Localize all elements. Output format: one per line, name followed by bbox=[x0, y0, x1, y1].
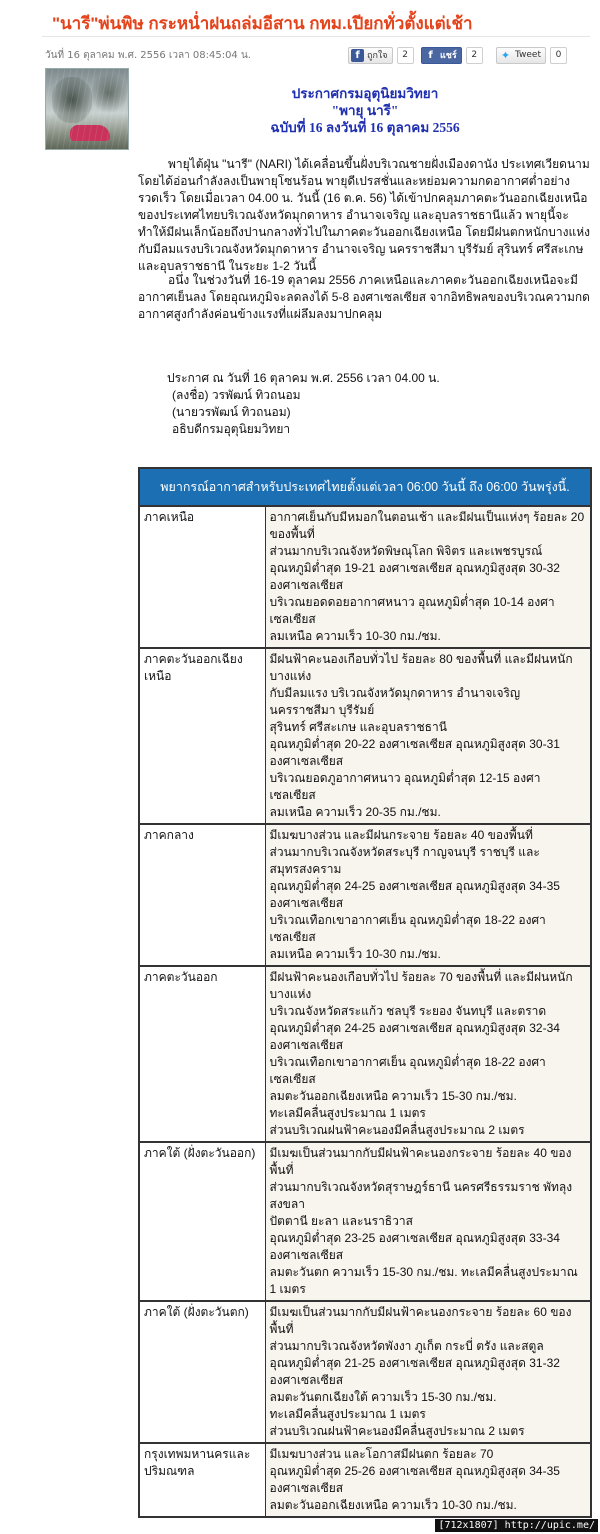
forecast-table-body bbox=[139, 506, 591, 1517]
forecast-region: ภาคเหนือ bbox=[139, 506, 265, 648]
announcement-heading bbox=[180, 85, 550, 136]
forecast-detail-line: ส่วนมากบริเวณจังหวัดสระบุรี กาญจนบุรี ราชบุรี และสมุทรสงคราม bbox=[269, 845, 540, 876]
forecast-detail-line: อุณหภูมิต่ำสุด 20-22 องศาเซลเซียส อุณหภูมิสูงสุด 30-31 องศาเซลเซียส bbox=[269, 737, 560, 768]
facebook-icon: f bbox=[428, 49, 433, 61]
forecast-detail-line: ลมเหนือ ความเร็ว 10-30 กม./ชม. bbox=[269, 629, 441, 643]
forecast-detail-line: บริเวณเทือกเขาอากาศเย็น อุณหภูมิต่ำสุด 18-22 องศาเซลเซียส bbox=[269, 1055, 546, 1086]
forecast-detail bbox=[265, 966, 591, 1142]
forecast-detail-line: อากาศเย็นกับมีหมอกในตอนเช้า และมีฝนเป็นแห่งๆ ร้อยละ 20 ของพื้นที่ bbox=[269, 510, 585, 541]
forecast-detail-line: บริเวณเทือกเขาอากาศเย็น อุณหภูมิต่ำสุด 18-22 องศาเซลเซียส bbox=[269, 913, 546, 944]
forecast-region: ภาคตะวันออก bbox=[139, 966, 265, 1142]
announcement-issue: ฉบับที่ 16 ลงวันที่ 16 ตุลาคม 2556 bbox=[270, 120, 460, 135]
title-bar bbox=[0, 0, 600, 40]
facebook-share-button[interactable] bbox=[421, 47, 462, 64]
sign-position: อธิบดีกรมอุตุนิยมวิทยา bbox=[172, 422, 291, 436]
news-thumbnail-image[interactable] bbox=[45, 68, 129, 150]
facebook-share-widget bbox=[421, 46, 483, 64]
signature-block bbox=[167, 370, 440, 438]
forecast-table-header: พยากรณ์อากาศสำหรับประเทศไทยตั้งแต่เวลา 06:00 วันนี้ ถึง 06:00 วันพรุ่งนี้. bbox=[139, 468, 591, 506]
forecast-region: ภาคตะวันออกเฉียงเหนือ bbox=[139, 648, 265, 824]
twitter-bird-icon: ✦ bbox=[500, 48, 511, 62]
forecast-detail-line: ส่วนมากบริเวณจังหวัดพังงา ภูเก็ต กระบี่ ตรัง และสตูล bbox=[269, 1339, 544, 1353]
forecast-region: ภาคกลาง bbox=[139, 824, 265, 966]
sign-date: ประกาศ ณ วันที่ 16 ตุลาคม พ.ศ. 2556 เวลา 04.00 น. bbox=[167, 371, 440, 385]
forecast-detail-line: อุณหภูมิต่ำสุด 19-21 องศาเซลเซียส อุณหภูมิสูงสุด 30-32 องศาเซลเซียส bbox=[269, 561, 560, 592]
forecast-detail bbox=[265, 506, 591, 648]
forecast-row bbox=[139, 966, 591, 1142]
facebook-like-label: ถูกใจ bbox=[367, 51, 388, 61]
forecast-detail-line: อุณหภูมิต่ำสุด 21-25 องศาเซลเซียส อุณหภูมิสูงสุด 31-32 องศาเซลเซียส bbox=[269, 1356, 560, 1387]
forecast-detail-line: บริเวณยอดดอยอากาศหนาว อุณหภูมิต่ำสุด 10-14 องศาเซลเซียส bbox=[269, 595, 555, 626]
page-title: "นารี"พ่นพิษ กระหน่ำฝนถล่มอีสาน กทม.เปียกทั่วตั้งแต่เช้า bbox=[52, 14, 473, 33]
forecast-detail-line: มีฝนฟ้าคะนองเกือบทั่วไป ร้อยละ 70 ของพื้นที่ และมีฝนหนักบางแห่ง bbox=[269, 970, 573, 1001]
forecast-detail bbox=[265, 648, 591, 824]
forecast-detail-line: กับมีลมแรง บริเวณจังหวัดมุกดาหาร อำนาจเจริญ นครราชสีมา บุรีรัมย์ bbox=[269, 686, 521, 717]
forecast-detail-line: ส่วนมากบริเวณจังหวัดสุราษฎร์ธานี นครศรีธรรมราช พัทลุง สงขลา bbox=[269, 1180, 573, 1211]
facebook-like-button[interactable] bbox=[348, 47, 393, 64]
tweet-widget bbox=[496, 46, 567, 64]
announcement-paragraph-2: อนึ่ง ในช่วงวันที่ 16-19 ตุลาคม 2556 ภาคเหนือและภาคตะวันออกเฉียงเหนือจะมีอากาศเย็นลง โดยอุณหภูมิจะลดลงได้ 5-8 องศาเซลเซียส จากอิทธิพลของบริเวณความกดอากาศสูงกำลังค่อนข้างแรงที่แผ่ลึมลงมาปกคลุม bbox=[138, 273, 590, 321]
forecast-detail-line: ส่วนมากบริเวณจังหวัดพิษณุโลก พิจิตร และเพชรบูรณ์ bbox=[269, 544, 543, 558]
forecast-row bbox=[139, 1443, 591, 1517]
forecast-detail-line: อุณหภูมิต่ำสุด 24-25 องศาเซลเซียส อุณหภูมิสูงสุด 32-34 องศาเซลเซียส bbox=[269, 1021, 560, 1052]
forecast-detail-line: ลมตะวันตกเฉียงใต้ ความเร็ว 15-30 กม./ชม. bbox=[269, 1390, 497, 1404]
forecast-row bbox=[139, 648, 591, 824]
facebook-like-count: 2 bbox=[397, 47, 414, 64]
announcement-storm-name: "พายุ นารี" bbox=[331, 103, 399, 118]
forecast-detail-line: ลมตะวันตก ความเร็ว 15-30 กม./ชม. ทะเลมีคลื่นสูงประมาณ 1 เมตร bbox=[269, 1265, 578, 1296]
facebook-share-count: 2 bbox=[466, 47, 483, 64]
facebook-icon: f bbox=[351, 49, 364, 62]
forecast-detail bbox=[265, 824, 591, 966]
forecast-detail-line: อุณหภูมิต่ำสุด 25-26 องศาเซลเซียส อุณหภูมิสูงสุด 34-35 องศาเซลเซียส bbox=[269, 1464, 560, 1495]
announcement-paragraph-1: พายุไต้ฝุ่น "นารี" (NARI) ได้เคลื่อนขึ้นฝั่งบริเวณชายฝั่งเมืองดานัง ประเทศเวียดนามโดยได้อ่อนกำลังลงเป็นพายุโซนร้อน พายุดีเปรสชั่นและหย่อมความกดอากาศต่ำอย่างรวดเร็ว โดยเมื่อเวลา 04.00 น. วันนี้ (16 ต.ค. 56) ได้เข้าปกคลุมภาคตะวันออกเฉียงเหนือของประเทศไทยบริเวณจังหวัดมุกดาหาร อำนาจเจริญ และอุบลราชธานีแล้ว พายุนี้จะทำให้มีฝนเล็กน้อยถึงปานกลางทั่วไปในภาคตะวันออกเฉียงเหนือ โดยมีฝนตกหนักบางแห่งกับมีลมแรงบริเวณจังหวัดมุกดาหาร อำนาจเจริญ นครราชสีมา บุรีรัมย์ สุรินทร์ ศรีสะเกษ และอุบลราชธานี ในระยะ 1-2 วันนี้ bbox=[138, 157, 591, 273]
forecast-region: ภาคใต้ (ฝั่งตะวันตก) bbox=[139, 1301, 265, 1443]
forecast-detail-line: มีเมฆบางส่วน และโอกาสมีฝนตก ร้อยละ 70 bbox=[269, 1447, 494, 1461]
forecast-detail-line: ลมเหนือ ความเร็ว 10-30 กม./ชม. bbox=[269, 947, 441, 961]
image-source-tag: [712x1807] http://upic.me/ bbox=[435, 1519, 598, 1532]
announcement-agency: ประกาศกรมอุตุนิยมวิทยา bbox=[291, 86, 439, 101]
forecast-detail-line: มีฝนฟ้าคะนองเกือบทั่วไป ร้อยละ 80 ของพื้นที่ และมีฝนหนักบางแห่ง bbox=[269, 652, 573, 683]
forecast-detail-line: บริเวณยอดภูอากาศหนาว อุณหภูมิต่ำสุด 12-15 องศาเซลเซียส bbox=[269, 771, 541, 802]
tweet-button[interactable] bbox=[496, 47, 546, 64]
forecast-table bbox=[138, 467, 592, 1518]
forecast-region: กรุงเทพมหานครและปริมณฑล bbox=[139, 1443, 265, 1517]
forecast-row bbox=[139, 1142, 591, 1301]
forecast-detail-line: ลมเหนือ ความเร็ว 20-35 กม./ชม. bbox=[269, 805, 441, 819]
facebook-share-label: แชร์ bbox=[440, 51, 457, 61]
forecast-region: ภาคใต้ (ฝั่งตะวันออก) bbox=[139, 1142, 265, 1301]
forecast-detail-line: มีเมฆเป็นส่วนมากกับมีฝนฟ้าคะนองกระจาย ร้อยละ 40 ของพื้นที่ bbox=[269, 1146, 572, 1177]
forecast-detail-line: ทะเลมีคลื่นสูงประมาณ 1 เมตร bbox=[269, 1106, 426, 1120]
tweet-count: 0 bbox=[550, 47, 567, 64]
forecast-detail-line: ส่วนบริเวณฝนฟ้าคะนองมีคลื่นสูงประมาณ 2 เมตร bbox=[269, 1123, 525, 1137]
facebook-like-widget bbox=[348, 46, 414, 64]
forecast-detail-line: สุรินทร์ ศรีสะเกษ และอุบลราชธานี bbox=[269, 720, 447, 734]
forecast-detail bbox=[265, 1443, 591, 1517]
forecast-detail bbox=[265, 1142, 591, 1301]
forecast-row bbox=[139, 824, 591, 966]
meta-row bbox=[45, 44, 595, 68]
publish-date: วันที่ 16 ตุลาคม พ.ศ. 2556 เวลา 08:45:04 น. bbox=[45, 50, 251, 61]
sign-fullname: (นายวรพัฒน์ ทิวถนอม) bbox=[172, 405, 291, 419]
forecast-detail-line: ปัตตานี ยะลา และนราธิวาส bbox=[269, 1214, 413, 1228]
sign-name: (ลงชื่อ) วรพัฒน์ ทิวถนอม bbox=[172, 388, 301, 402]
forecast-detail-line: บริเวณจังหวัดสระแก้ว ชลบุรี ระยอง จันทบุรี และตราด bbox=[269, 1004, 547, 1018]
forecast-detail-line: ลมตะวันออกเฉียงเหนือ ความเร็ว 10-30 กม./ชม. bbox=[269, 1498, 517, 1512]
forecast-detail-line: มีเมฆบางส่วน และมีฝนกระจาย ร้อยละ 40 ของพื้นที่ bbox=[269, 828, 533, 842]
forecast-detail-line: ส่วนบริเวณฝนฟ้าคะนองมีคลื่นสูงประมาณ 2 เมตร bbox=[269, 1424, 525, 1438]
forecast-row bbox=[139, 1301, 591, 1443]
forecast-detail-line: อุณหภูมิต่ำสุด 23-25 องศาเซลเซียส อุณหภูมิสูงสุด 33-34 องศาเซลเซียส bbox=[269, 1231, 560, 1262]
tweet-label: Tweet bbox=[515, 50, 541, 60]
forecast-detail-line: ทะเลมีคลื่นสูงประมาณ 1 เมตร bbox=[269, 1407, 426, 1421]
forecast-row bbox=[139, 506, 591, 648]
forecast-detail-line: มีเมฆเป็นส่วนมากกับมีฝนฟ้าคะนองกระจาย ร้อยละ 60 ของพื้นที่ bbox=[269, 1305, 572, 1336]
forecast-detail bbox=[265, 1301, 591, 1443]
forecast-detail-line: ลมตะวันออกเฉียงเหนือ ความเร็ว 15-30 กม./ชม. bbox=[269, 1089, 517, 1103]
title-divider bbox=[42, 36, 590, 37]
forecast-detail-line: อุณหภูมิต่ำสุด 24-25 องศาเซลเซียส อุณหภูมิสูงสุด 34-35 องศาเซลเซียส bbox=[269, 879, 560, 910]
